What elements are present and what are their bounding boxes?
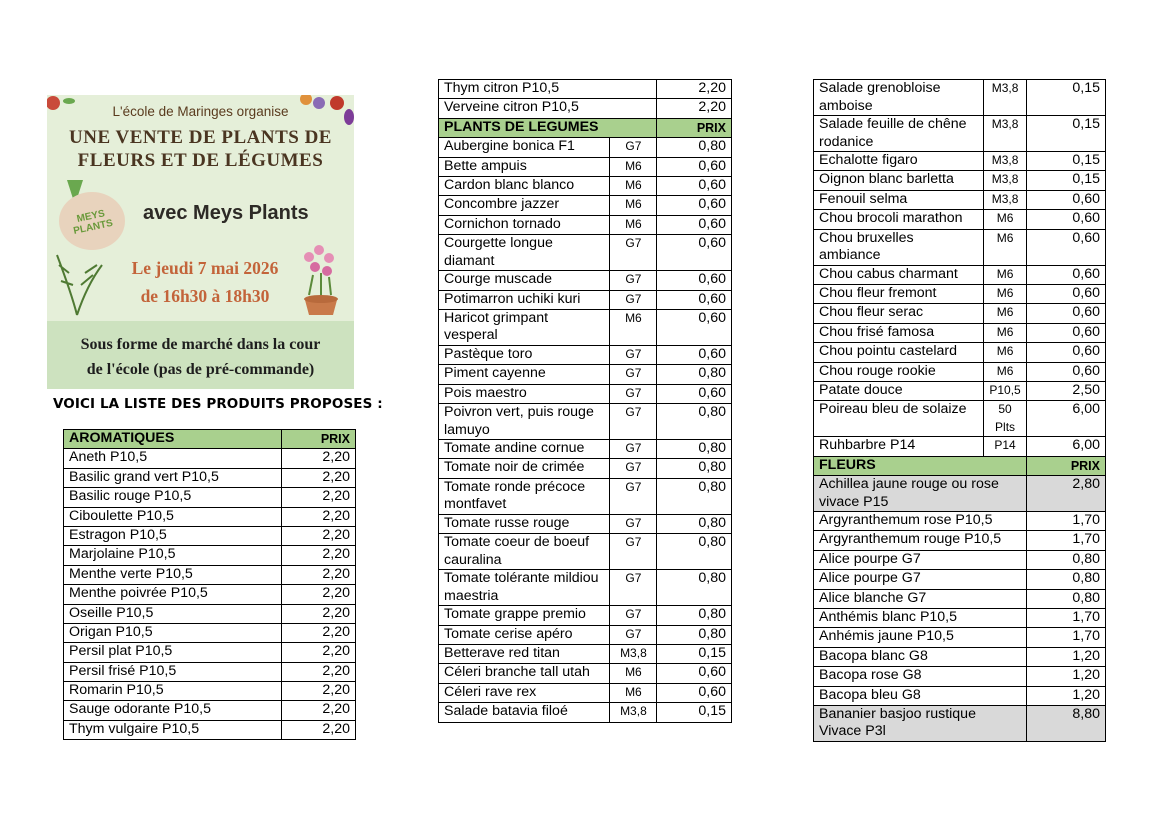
product-price: 0,60 bbox=[1026, 362, 1105, 381]
pot-size: 50 Plts bbox=[984, 401, 1026, 437]
product-price: 2,20 bbox=[282, 526, 356, 545]
table-row bbox=[64, 623, 356, 642]
table-row bbox=[814, 116, 1106, 152]
product-name: Pastèque toro bbox=[439, 345, 610, 364]
product-price: 2,20 bbox=[282, 623, 356, 642]
product-price: 0,60 bbox=[1026, 284, 1105, 303]
product-price: 2,20 bbox=[282, 604, 356, 623]
product-name: Chou frisé famosa bbox=[814, 323, 984, 342]
product-name: Chou pointu castelard bbox=[814, 343, 984, 362]
table-row bbox=[814, 362, 1106, 381]
table-row bbox=[814, 628, 1106, 647]
table-row bbox=[814, 381, 1106, 400]
pot-size: G7 bbox=[610, 365, 657, 384]
table-row bbox=[64, 449, 356, 468]
product-price: 0,15 bbox=[657, 703, 732, 722]
product-price: 0,60 bbox=[657, 664, 732, 683]
pot-size: G7 bbox=[610, 534, 657, 570]
product-name: Concombre jazzer bbox=[439, 196, 610, 215]
table-row bbox=[64, 488, 356, 507]
product-name: Alice pourpe G7 bbox=[814, 550, 1027, 569]
product-name: Tomate tolérante mildiou maestria bbox=[439, 570, 610, 606]
table-row bbox=[439, 384, 732, 403]
table-row bbox=[814, 570, 1106, 589]
table-row bbox=[439, 514, 732, 533]
table-header-row bbox=[64, 430, 356, 449]
aromatiques-rows bbox=[64, 449, 356, 740]
product-name: Chou brocoli marathon bbox=[814, 210, 984, 229]
table-row bbox=[439, 345, 732, 364]
product-name: Echalotte figaro bbox=[814, 152, 984, 171]
table-row bbox=[439, 703, 732, 722]
table-row bbox=[439, 478, 732, 514]
product-price: 2,20 bbox=[282, 488, 356, 507]
product-name: Cornichon tornado bbox=[439, 215, 610, 234]
legumes-continued-rows bbox=[814, 80, 1106, 457]
product-price: 0,60 bbox=[1026, 304, 1105, 323]
product-name: Origan P10,5 bbox=[64, 623, 282, 642]
product-name: Bananier basjoo rustique Vivace P3l bbox=[814, 705, 1027, 741]
product-name: Verveine citron P10,5 bbox=[439, 99, 657, 118]
product-price: 2,20 bbox=[282, 662, 356, 681]
table-row bbox=[439, 215, 732, 234]
legumes-fleurs-table bbox=[813, 79, 1106, 742]
poster-headline-2: FLEURS ET DE LÉGUMES bbox=[77, 150, 324, 171]
product-name: Fenouil selma bbox=[814, 190, 984, 209]
table-row bbox=[814, 647, 1106, 666]
table-row bbox=[814, 323, 1106, 342]
price-header: PRIX bbox=[1026, 456, 1105, 475]
table-row bbox=[64, 701, 356, 720]
pot-size: M3,8 bbox=[984, 80, 1026, 116]
pot-size: P14 bbox=[984, 437, 1026, 456]
product-name: Tomate ronde précoce montfavet bbox=[439, 478, 610, 514]
table-row bbox=[814, 265, 1106, 284]
product-name: Tomate russe rouge bbox=[439, 514, 610, 533]
table-row bbox=[439, 365, 732, 384]
pot-size: G7 bbox=[610, 625, 657, 644]
table-row bbox=[814, 190, 1106, 209]
pot-size: M6 bbox=[984, 323, 1026, 342]
aromatiques-header: AROMATIQUES bbox=[64, 430, 282, 449]
table-header-row bbox=[439, 118, 732, 137]
pot-size: M6 bbox=[984, 343, 1026, 362]
product-price: 0,60 bbox=[1026, 190, 1105, 209]
table-row bbox=[64, 507, 356, 526]
product-name: Tomate andine cornue bbox=[439, 440, 610, 459]
pot-size: M6 bbox=[984, 210, 1026, 229]
table-row bbox=[814, 667, 1106, 686]
product-price: 2,20 bbox=[282, 720, 356, 739]
product-name: Salade batavia filoé bbox=[439, 703, 610, 722]
product-price: 0,60 bbox=[657, 215, 732, 234]
product-price: 0,60 bbox=[657, 309, 732, 345]
product-name: Betterave red titan bbox=[439, 645, 610, 664]
product-price: 0,80 bbox=[657, 606, 732, 625]
pot-size: G7 bbox=[610, 440, 657, 459]
product-name: Tomate grappe premio bbox=[439, 606, 610, 625]
product-price: 1,70 bbox=[1026, 531, 1105, 550]
product-name: Pois maestro bbox=[439, 384, 610, 403]
product-price: 0,80 bbox=[657, 514, 732, 533]
table-row bbox=[814, 705, 1106, 741]
product-name: Aubergine bonica F1 bbox=[439, 138, 610, 157]
product-price: 0,60 bbox=[657, 196, 732, 215]
product-price: 2,20 bbox=[282, 682, 356, 701]
table-row bbox=[439, 645, 732, 664]
event-poster bbox=[47, 95, 354, 389]
product-price: 0,60 bbox=[657, 176, 732, 195]
poster-headline-1: UNE VENTE DE PLANTS DE bbox=[69, 127, 332, 148]
pot-size: M3,8 bbox=[610, 645, 657, 664]
table-row bbox=[439, 570, 732, 606]
product-price: 2,20 bbox=[282, 449, 356, 468]
table-row bbox=[439, 176, 732, 195]
table-row bbox=[64, 720, 356, 739]
product-name: Anhémis jaune P10,5 bbox=[814, 628, 1027, 647]
product-list-title: VOICI LA LISTE DES PRODUITS PROPOSES : bbox=[53, 396, 383, 412]
table-row bbox=[64, 643, 356, 662]
product-name: Chou fleur fremont bbox=[814, 284, 984, 303]
pot-size: M6 bbox=[610, 309, 657, 345]
product-name: Aneth P10,5 bbox=[64, 449, 282, 468]
aromatiques-table bbox=[63, 429, 356, 740]
product-price: 2,50 bbox=[1026, 381, 1105, 400]
table-row bbox=[64, 526, 356, 545]
table-row bbox=[439, 404, 732, 440]
pot-size: M6 bbox=[984, 362, 1026, 381]
product-price: 1,70 bbox=[1026, 609, 1105, 628]
product-price: 0,60 bbox=[1026, 323, 1105, 342]
table-row bbox=[64, 662, 356, 681]
table-row bbox=[814, 152, 1106, 171]
pot-size: P10,5 bbox=[984, 381, 1026, 400]
product-name: Bacopa blanc G8 bbox=[814, 647, 1027, 666]
table-row bbox=[814, 550, 1106, 569]
legumes-header: PLANTS DE LEGUMES bbox=[439, 118, 657, 137]
table-row bbox=[439, 290, 732, 309]
price-header: PRIX bbox=[282, 430, 356, 449]
pot-size: M6 bbox=[610, 215, 657, 234]
product-name: Argyranthemum rouge P10,5 bbox=[814, 531, 1027, 550]
product-name: Piment cayenne bbox=[439, 365, 610, 384]
product-price: 1,20 bbox=[1026, 667, 1105, 686]
product-name: Potimarron uchiki kuri bbox=[439, 290, 610, 309]
product-name: Romarin P10,5 bbox=[64, 682, 282, 701]
table-row bbox=[814, 476, 1106, 512]
pot-size: G7 bbox=[610, 290, 657, 309]
product-price: 0,15 bbox=[1026, 152, 1105, 171]
pot-size: G7 bbox=[610, 235, 657, 271]
product-name: Sauge odorante P10,5 bbox=[64, 701, 282, 720]
table-row bbox=[814, 284, 1106, 303]
product-name: Tomate cerise apéro bbox=[439, 625, 610, 644]
table-row bbox=[439, 534, 732, 570]
product-price: 0,80 bbox=[657, 534, 732, 570]
table-row bbox=[439, 80, 732, 99]
table-row bbox=[64, 682, 356, 701]
product-name: Chou cabus charmant bbox=[814, 265, 984, 284]
pot-size: M6 bbox=[984, 284, 1026, 303]
pot-size: M6 bbox=[984, 304, 1026, 323]
product-name: Tomate coeur de boeuf cauralina bbox=[439, 534, 610, 570]
product-name: Poivron vert, puis rouge lamuyo bbox=[439, 404, 610, 440]
table-row bbox=[814, 437, 1106, 456]
pot-size: M3,8 bbox=[984, 116, 1026, 152]
product-price: 0,80 bbox=[657, 625, 732, 644]
product-name: Basilic grand vert P10,5 bbox=[64, 468, 282, 487]
product-name: Bette ampuis bbox=[439, 157, 610, 176]
pot-size: M6 bbox=[610, 683, 657, 702]
product-price: 0,80 bbox=[657, 478, 732, 514]
product-price: 0,60 bbox=[657, 345, 732, 364]
pot-size: G7 bbox=[610, 514, 657, 533]
product-price: 1,70 bbox=[1026, 628, 1105, 647]
pot-size: M3,8 bbox=[984, 152, 1026, 171]
product-price: 2,20 bbox=[282, 701, 356, 720]
table-row bbox=[814, 171, 1106, 190]
product-name: Alice blanche G7 bbox=[814, 589, 1027, 608]
product-price: 0,80 bbox=[657, 459, 732, 478]
table-row bbox=[64, 546, 356, 565]
product-price: 0,60 bbox=[657, 235, 732, 271]
pot-size: G7 bbox=[610, 606, 657, 625]
table-row bbox=[814, 609, 1106, 628]
product-name: Chou bruxelles ambiance bbox=[814, 229, 984, 265]
table-row bbox=[814, 304, 1106, 323]
table-row bbox=[64, 604, 356, 623]
product-price: 2,20 bbox=[282, 565, 356, 584]
product-price: 0,60 bbox=[657, 290, 732, 309]
product-price: 0,80 bbox=[657, 365, 732, 384]
product-price: 0,60 bbox=[1026, 343, 1105, 362]
product-price: 2,20 bbox=[657, 99, 732, 118]
product-price: 0,15 bbox=[1026, 171, 1105, 190]
product-price: 0,80 bbox=[1026, 570, 1105, 589]
product-name: Ruhbarbre P14 bbox=[814, 437, 984, 456]
poster-with-label: avec Meys Plants bbox=[143, 202, 309, 224]
product-price: 0,60 bbox=[657, 683, 732, 702]
product-price: 6,00 bbox=[1026, 437, 1105, 456]
table-row bbox=[439, 157, 732, 176]
legumes-table bbox=[438, 79, 732, 723]
table-row bbox=[814, 401, 1106, 437]
product-price: 1,20 bbox=[1026, 686, 1105, 705]
pot-size: M3,8 bbox=[984, 190, 1026, 209]
product-name: Alice pourpe G7 bbox=[814, 570, 1027, 589]
table-row bbox=[439, 235, 732, 271]
table-row bbox=[439, 459, 732, 478]
poster-organizer: L'école de Maringes organise bbox=[112, 104, 289, 119]
product-price: 8,80 bbox=[1026, 705, 1105, 741]
poster-time: de 16h30 à 18h30 bbox=[140, 286, 270, 306]
pot-size: M6 bbox=[610, 196, 657, 215]
pot-size: G7 bbox=[610, 404, 657, 440]
product-price: 2,20 bbox=[282, 643, 356, 662]
pot-size: G7 bbox=[610, 138, 657, 157]
product-price: 0,15 bbox=[1026, 116, 1105, 152]
table-row bbox=[439, 99, 732, 118]
product-price: 6,00 bbox=[1026, 401, 1105, 437]
product-name: Salade grenobloise amboise bbox=[814, 80, 984, 116]
table-row bbox=[64, 585, 356, 604]
product-price: 0,80 bbox=[657, 570, 732, 606]
logo-text: MEYS PLANTS bbox=[72, 208, 114, 237]
product-price: 2,80 bbox=[1026, 476, 1105, 512]
table-row bbox=[439, 138, 732, 157]
product-name: Argyranthemum rose P10,5 bbox=[814, 512, 1027, 531]
product-price: 2,20 bbox=[282, 546, 356, 565]
pot-size: M6 bbox=[984, 229, 1026, 265]
pot-size: M6 bbox=[610, 176, 657, 195]
product-price: 1,20 bbox=[1026, 647, 1105, 666]
product-price: 0,60 bbox=[657, 157, 732, 176]
product-price: 0,80 bbox=[657, 404, 732, 440]
product-price: 0,80 bbox=[657, 138, 732, 157]
product-price: 0,80 bbox=[1026, 550, 1105, 569]
product-name: Bacopa bleu G8 bbox=[814, 686, 1027, 705]
pot-size: M6 bbox=[610, 664, 657, 683]
product-name: Courgette longue diamant bbox=[439, 235, 610, 271]
product-name: Chou rouge rookie bbox=[814, 362, 984, 381]
fleurs-header: FLEURS bbox=[814, 456, 1027, 475]
table-row bbox=[814, 512, 1106, 531]
pot-size: G7 bbox=[610, 478, 657, 514]
table-row bbox=[64, 565, 356, 584]
table-row bbox=[439, 309, 732, 345]
legumes-rows bbox=[439, 138, 732, 722]
product-name: Bacopa rose G8 bbox=[814, 667, 1027, 686]
product-name: Céleri rave rex bbox=[439, 683, 610, 702]
pot-size: M3,8 bbox=[984, 171, 1026, 190]
product-price: 0,15 bbox=[657, 645, 732, 664]
product-price: 0,60 bbox=[1026, 265, 1105, 284]
product-name: Patate douce bbox=[814, 381, 984, 400]
product-name: Oseille P10,5 bbox=[64, 604, 282, 623]
product-price: 0,15 bbox=[1026, 80, 1105, 116]
product-price: 2,20 bbox=[657, 80, 732, 99]
product-name: Basilic rouge P10,5 bbox=[64, 488, 282, 507]
product-price: 0,60 bbox=[657, 271, 732, 290]
pot-size: M3,8 bbox=[610, 703, 657, 722]
product-name: Thym citron P10,5 bbox=[439, 80, 657, 99]
pot-size: G7 bbox=[610, 345, 657, 364]
product-price: 0,60 bbox=[657, 384, 732, 403]
pot-size: M6 bbox=[984, 265, 1026, 284]
product-price: 2,20 bbox=[282, 468, 356, 487]
aromatiques-continued-rows bbox=[439, 80, 732, 119]
product-price: 2,20 bbox=[282, 507, 356, 526]
pot-size: M6 bbox=[610, 157, 657, 176]
product-name: Estragon P10,5 bbox=[64, 526, 282, 545]
product-price: 1,70 bbox=[1026, 512, 1105, 531]
table-row bbox=[439, 271, 732, 290]
product-name: Marjolaine P10,5 bbox=[64, 546, 282, 565]
product-name: Anthémis blanc P10,5 bbox=[814, 609, 1027, 628]
table-row bbox=[439, 683, 732, 702]
table-row bbox=[814, 80, 1106, 116]
product-name: Tomate noir de crimée bbox=[439, 459, 610, 478]
table-row bbox=[439, 606, 732, 625]
poster-subline-1: Sous forme de marché dans la cour bbox=[80, 336, 321, 353]
product-name: Achillea jaune rouge ou rose vivace P15 bbox=[814, 476, 1027, 512]
table-row bbox=[814, 343, 1106, 362]
product-price: 0,80 bbox=[657, 440, 732, 459]
product-name: Menthe poivrée P10,5 bbox=[64, 585, 282, 604]
product-price: 0,60 bbox=[1026, 229, 1105, 265]
table-row bbox=[814, 589, 1106, 608]
table-row bbox=[814, 686, 1106, 705]
product-name: Salade feuille de chêne rodanice bbox=[814, 116, 984, 152]
pot-size: G7 bbox=[610, 459, 657, 478]
table-row bbox=[814, 531, 1106, 550]
product-name: Chou fleur serac bbox=[814, 304, 984, 323]
table-row bbox=[439, 440, 732, 459]
product-name: Poireau bleu de solaize bbox=[814, 401, 984, 437]
product-price: 0,80 bbox=[1026, 589, 1105, 608]
product-name: Cardon blanc blanco bbox=[439, 176, 610, 195]
product-name: Thym vulgaire P10,5 bbox=[64, 720, 282, 739]
fleurs-rows bbox=[814, 476, 1106, 742]
product-price: 2,20 bbox=[282, 585, 356, 604]
pot-size: G7 bbox=[610, 570, 657, 606]
table-row bbox=[814, 229, 1106, 265]
table-row bbox=[439, 196, 732, 215]
product-name: Haricot grimpant vesperal bbox=[439, 309, 610, 345]
product-name: Oignon blanc barletta bbox=[814, 171, 984, 190]
table-row bbox=[814, 210, 1106, 229]
product-name: Persil frisé P10,5 bbox=[64, 662, 282, 681]
product-name: Courge muscade bbox=[439, 271, 610, 290]
table-row bbox=[439, 664, 732, 683]
product-name: Ciboulette P10,5 bbox=[64, 507, 282, 526]
table-row bbox=[439, 625, 732, 644]
poster-date: Le jeudi 7 mai 2026 bbox=[131, 258, 279, 278]
product-price: 0,60 bbox=[1026, 210, 1105, 229]
table-header-row bbox=[814, 456, 1106, 475]
table-row bbox=[64, 468, 356, 487]
product-name: Menthe verte P10,5 bbox=[64, 565, 282, 584]
product-name: Persil plat P10,5 bbox=[64, 643, 282, 662]
pot-size: G7 bbox=[610, 271, 657, 290]
product-name: Céleri branche tall utah bbox=[439, 664, 610, 683]
pot-size: G7 bbox=[610, 384, 657, 403]
price-header: PRIX bbox=[657, 118, 732, 137]
poster-subline-2: de l'école (pas de pré-commande) bbox=[86, 361, 315, 378]
